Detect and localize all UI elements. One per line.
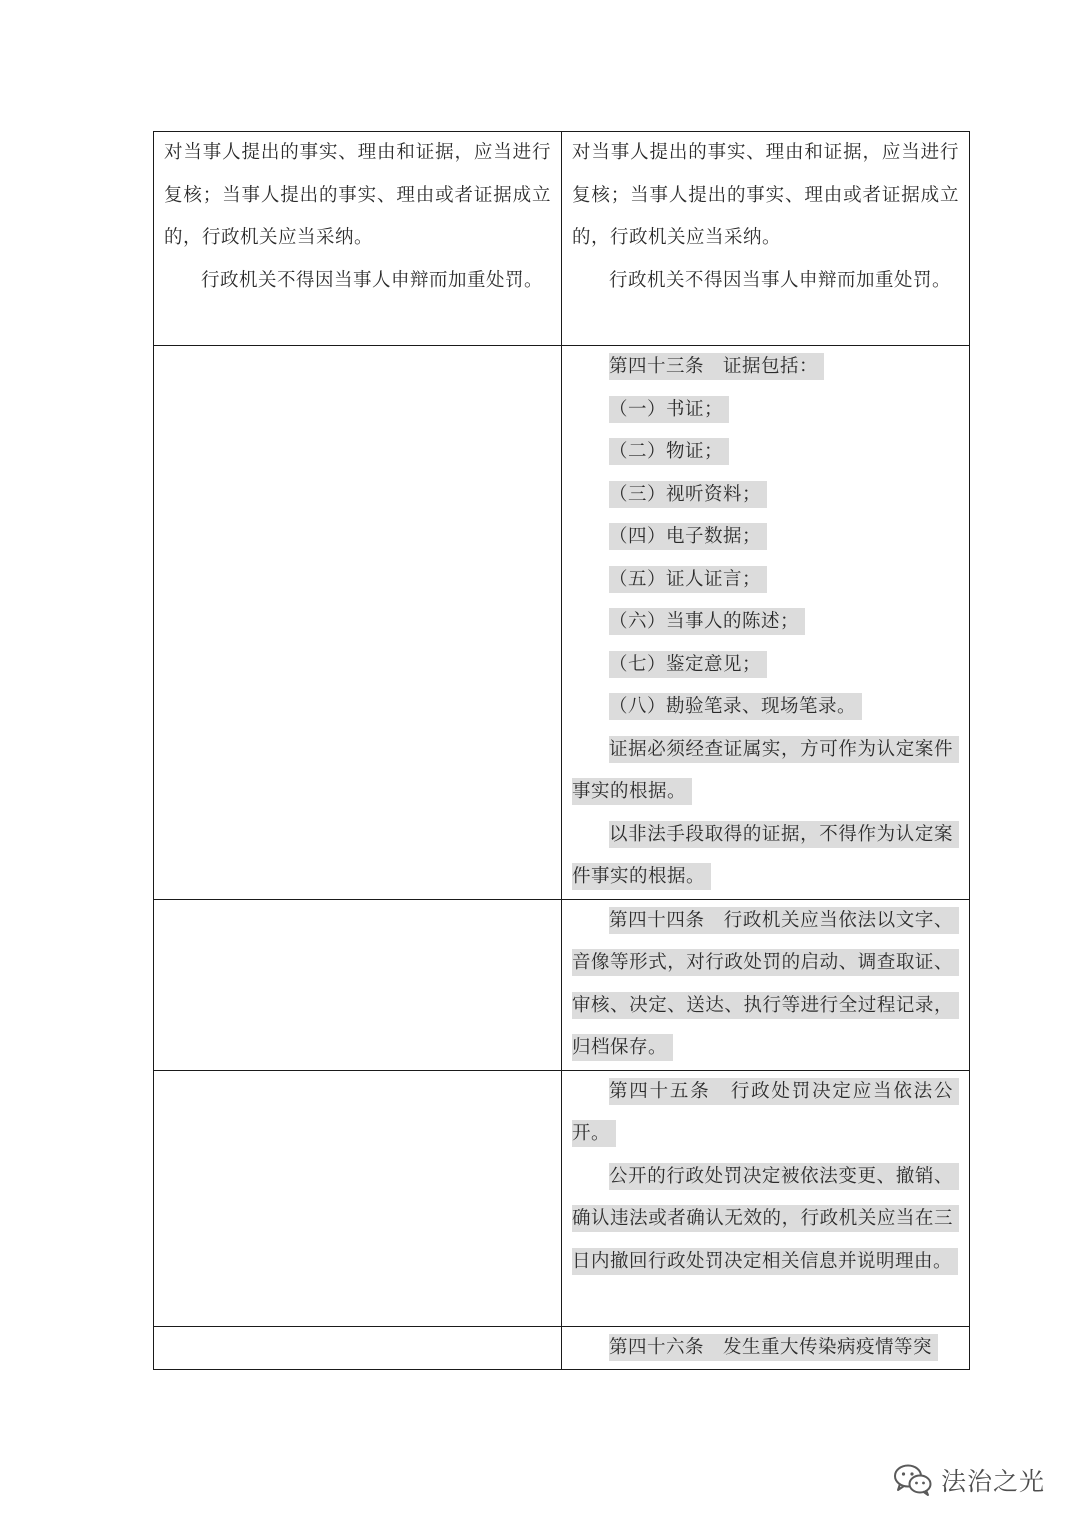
list-item [572, 474, 959, 517]
paragraph: 行政机关不得因当事人申辩而加重处罚。 [609, 269, 952, 291]
article-45 [572, 1071, 959, 1156]
list-item [572, 389, 959, 432]
highlighted-text: （四）电子数据； [609, 523, 767, 550]
new-text-cell [562, 346, 970, 900]
paragraph [572, 729, 959, 814]
highlighted-text: （八）勘验笔录、现场笔录。 [609, 693, 862, 720]
new-text-cell [562, 1326, 970, 1370]
table-row [154, 899, 970, 1070]
list-item [572, 686, 959, 729]
list-item [572, 601, 959, 644]
table-row [154, 346, 970, 900]
new-text-cell [562, 132, 970, 346]
watermark-text: 法治之光 [941, 1467, 1046, 1496]
paragraph: 对当事人提出的事实、理由和证据，应当进行复核；当事人提出的事实、理由或者证据成立的，行政机关应当采纳。 [164, 142, 551, 248]
table-row [154, 132, 970, 346]
list-item [572, 431, 959, 474]
paragraph: 对当事人提出的事实、理由和证据，应当进行复核；当事人提出的事实、理由或者证据成立的，行政机关应当采纳。 [572, 142, 959, 248]
table-row [154, 1326, 970, 1370]
list-item [572, 516, 959, 559]
article-43-heading [572, 346, 959, 389]
watermark [893, 1460, 1045, 1500]
highlighted-text: 以非法手段取得的证据，不得作为认定案件事实的根据。 [572, 821, 959, 891]
list-item [572, 644, 959, 687]
article-44 [572, 900, 959, 1070]
highlighted-text: （一）书证； [609, 396, 729, 423]
highlighted-text: （三）视听资料； [609, 481, 767, 508]
new-text-cell [562, 1070, 970, 1326]
highlighted-text: 第四十三条 证据包括： [609, 353, 824, 380]
highlighted-text: （二）物证； [609, 438, 729, 465]
comparison-table [153, 131, 970, 1370]
highlighted-text: （七）鉴定意见； [609, 651, 767, 678]
old-text-cell-empty [154, 1326, 562, 1370]
highlighted-text: 第四十五条 行政处罚决定应当依法公开。 [572, 1078, 959, 1148]
paragraph [572, 1156, 959, 1284]
article-46 [572, 1327, 959, 1370]
old-text-cell [154, 132, 562, 346]
old-text-cell-empty [154, 899, 562, 1070]
highlighted-text: 证据必须经查证属实，方可作为认定案件事实的根据。 [572, 736, 959, 806]
highlighted-text: 公开的行政处罚决定被依法变更、撤销、确认违法或者确认无效的，行政机关应当在三日内撤回行政处罚决定相关信息并说明理由。 [572, 1163, 959, 1275]
old-text-cell-empty [154, 1070, 562, 1326]
list-item [572, 559, 959, 602]
paragraph [572, 814, 959, 899]
highlighted-text: 第四十六条 发生重大传染病疫情等突 [609, 1334, 938, 1361]
highlighted-text: 第四十四条 行政机关应当依法以文字、音像等形式，对行政处罚的启动、调查取证、审核、决定、送达、执行等进行全过程记录，归档保存。 [572, 907, 959, 1062]
highlighted-text: （五）证人证言； [609, 566, 767, 593]
old-text-cell-empty [154, 346, 562, 900]
wechat-icon [893, 1463, 933, 1497]
paragraph: 行政机关不得因当事人申辩而加重处罚。 [201, 269, 544, 291]
table-row [154, 1070, 970, 1326]
new-text-cell [562, 899, 970, 1070]
highlighted-text: （六）当事人的陈述； [609, 608, 805, 635]
